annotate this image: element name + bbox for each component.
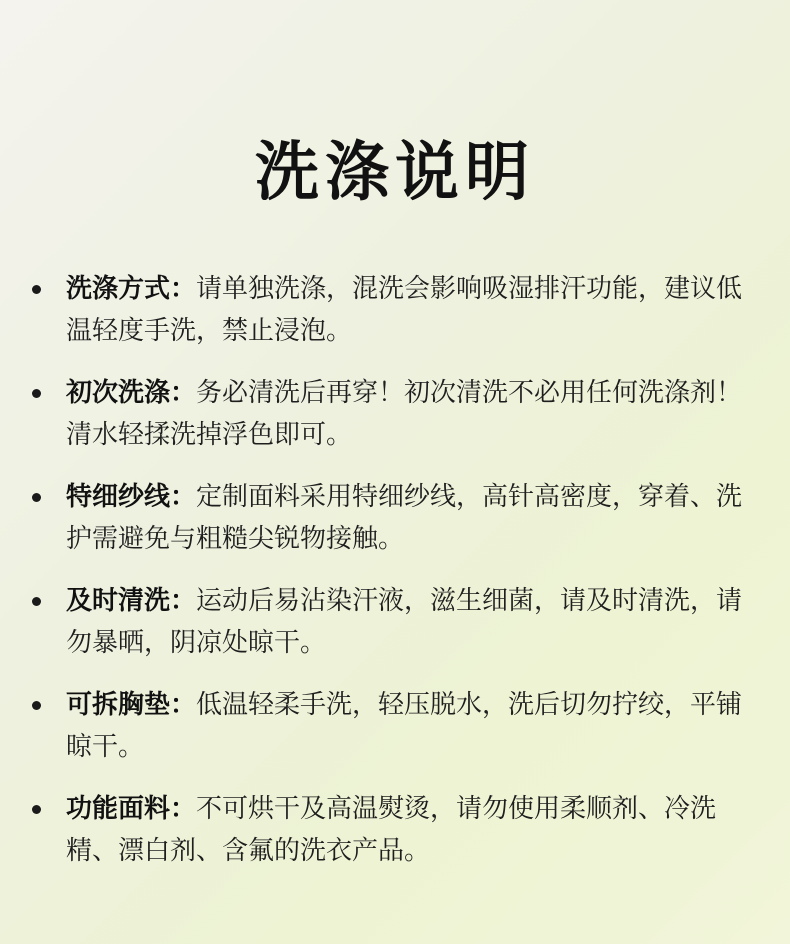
item-label: 初次洗涤： xyxy=(66,378,197,408)
bullet-icon xyxy=(32,285,41,294)
list-item xyxy=(26,684,766,768)
list-item xyxy=(26,372,766,456)
item-label: 可拆胸垫： xyxy=(66,690,197,720)
list-item xyxy=(26,268,766,352)
bullet-icon xyxy=(32,389,41,398)
list-item xyxy=(26,476,766,560)
item-label: 洗涤方式： xyxy=(66,274,197,304)
item-text: 不可烘干及高温熨烫，请勿使用柔顺剂、冷洗精、漂白剂、含氟的洗衣产品。 xyxy=(66,794,717,866)
item-text: 运动后易沾染汗液，滋生细菌，请及时清洗，请勿暴晒，阴凉处晾干。 xyxy=(66,586,743,658)
instruction-list xyxy=(26,268,766,892)
bullet-icon xyxy=(32,805,41,814)
item-label: 特细纱线： xyxy=(66,482,197,512)
bullet-icon xyxy=(32,701,41,710)
list-item xyxy=(26,788,766,872)
item-text: 请单独洗涤，混洗会影响吸湿排汗功能，建议低温轻度手洗，禁止浸泡。 xyxy=(66,274,743,346)
item-label: 及时清洗： xyxy=(66,586,197,616)
bullet-icon xyxy=(32,493,41,502)
page-title: 洗涤说明 xyxy=(255,136,535,210)
bullet-icon xyxy=(32,597,41,606)
item-text: 低温轻柔手洗，轻压脱水，洗后切勿拧绞，平铺晾干。 xyxy=(66,690,743,762)
item-label: 功能面料： xyxy=(66,794,197,824)
item-text: 务必清洗后再穿！初次清洗不必用任何洗涤剂！清水轻揉洗掉浮色即可。 xyxy=(66,378,743,450)
item-text: 定制面料采用特细纱线，高针高密度，穿着、洗护需避免与粗糙尖锐物接触。 xyxy=(66,482,743,554)
list-item xyxy=(26,580,766,664)
